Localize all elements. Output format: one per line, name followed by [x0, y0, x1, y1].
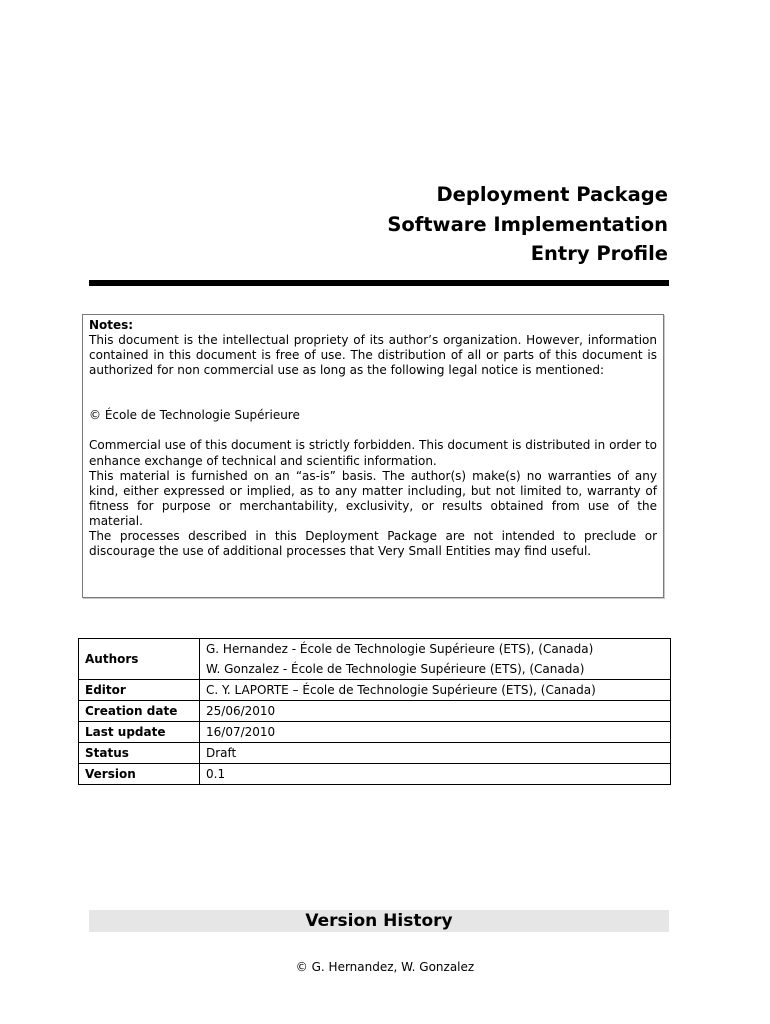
notes-paragraph-commercial: Commercial use of this document is strictly forbidden. This document is distributed in order to enhance exchange of technical and scientific information.	[89, 438, 657, 468]
notes-paragraph-intro: This document is the intellectual propriety of its author’s organization. However, information contained in this document is free of use. The distribution of all or parts of this document is authorized for non commercial use as long as the following legal notice is mentioned:	[89, 333, 657, 378]
last-update-value: 16/07/2010	[200, 722, 671, 743]
status-label: Status	[79, 743, 200, 764]
status-value: Draft	[200, 743, 671, 764]
notes-heading: Notes:	[89, 318, 134, 332]
notes-copyright: © École de Technologie Supérieure	[89, 408, 300, 423]
table-row-editor	[79, 680, 671, 701]
title-divider	[89, 280, 669, 286]
notes-paragraph-processes: The processes described in this Deployment Package are not intended to preclude or discourage the use of additional processes that Very Small Entities may find useful.	[89, 529, 657, 559]
title-line-1: Deployment Package	[436, 183, 668, 206]
creation-date-label: Creation date	[79, 701, 200, 722]
title-line-3: Entry Profile	[530, 242, 668, 265]
document-info-table	[78, 638, 671, 785]
creation-date-value: 25/06/2010	[200, 701, 671, 722]
editor-value: C. Y. LAPORTE – École de Technologie Supérieure (ETS), (Canada)	[200, 680, 671, 701]
authors-label: Authors	[79, 639, 200, 680]
notes-paragraph-warranty: This material is furnished on an “as-is” basis. The author(s) make(s) no warranties of any kind, either expressed or implied, as to any matter including, but not limited to, warranty of fitness for purpose or merchantability, exclusivity, or results obtained from use of the material.	[89, 468, 657, 528]
notes-box	[82, 314, 664, 598]
author-2: W. Gonzalez - École de Technologie Supérieure (ETS), (Canada)	[206, 662, 585, 676]
table-row-status	[79, 743, 671, 764]
last-update-label: Last update	[79, 722, 200, 743]
document-title	[387, 180, 668, 269]
version-label: Version	[79, 764, 200, 785]
title-line-2: Software Implementation	[387, 212, 668, 236]
editor-label: Editor	[79, 680, 200, 701]
table-row-version	[79, 764, 671, 785]
table-row-creation-date	[79, 701, 671, 722]
footer-copyright: © G. Hernandez, W. Gonzalez	[295, 960, 475, 974]
authors-value	[200, 639, 671, 680]
version-value: 0.1	[200, 764, 671, 785]
table-row-last-update	[79, 722, 671, 743]
author-1: G. Hernandez - École de Technologie Supérieure (ETS), (Canada)	[206, 642, 594, 656]
table-row-authors	[79, 639, 671, 680]
version-history-heading: Version History	[89, 910, 669, 932]
